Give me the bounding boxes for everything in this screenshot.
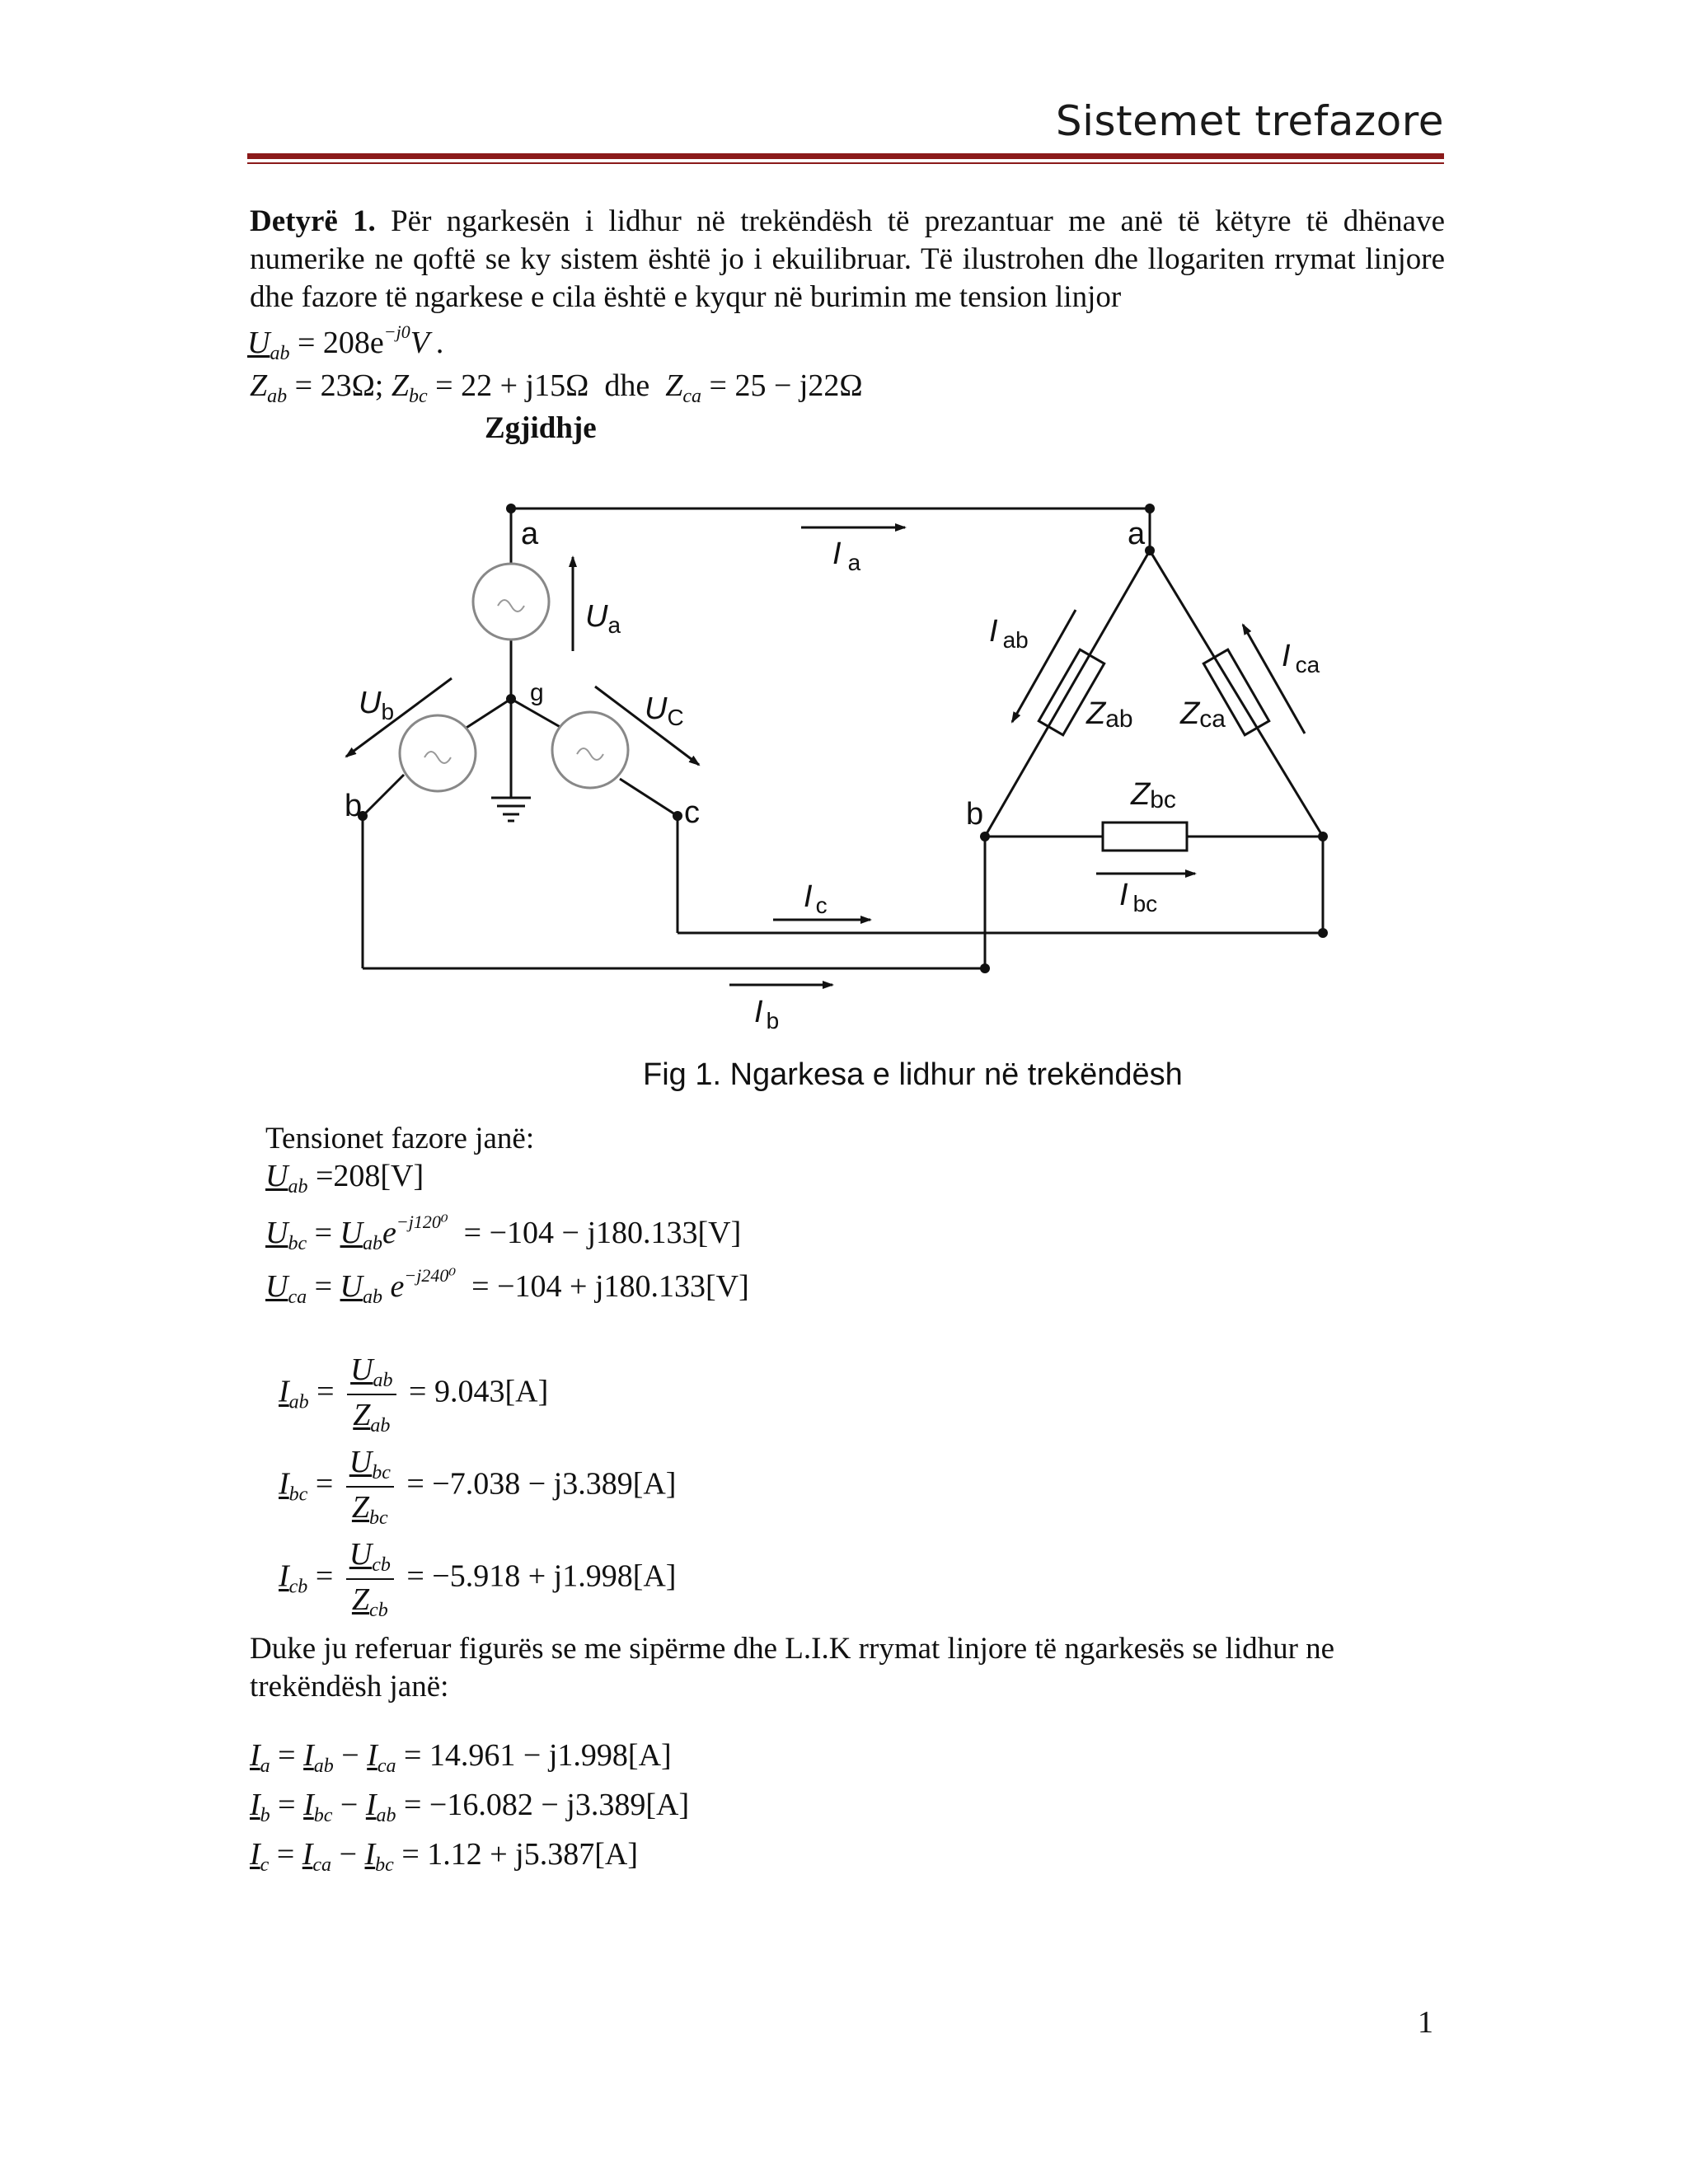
label-i-ca: I $_{ca}$	[1282, 639, 1320, 677]
i-ab-value: = 9.043[A]	[409, 1374, 549, 1409]
arrow-i-ca	[1243, 625, 1305, 733]
label-i-c: I $_c$	[804, 879, 828, 918]
u-bc-value: = −104 − j180.133[V]	[463, 1216, 742, 1250]
label-u-a: $U_a$	[585, 599, 621, 638]
equation-i-a: $I_a = I_{ab} - I_{ca} = 14.961 - j1.998[A]$	[250, 1738, 672, 1777]
label-node-g: g	[530, 679, 544, 706]
label-i-b: I $_b$	[754, 995, 780, 1033]
equation-u-ca: $U_{ca} = U_{ab}$ $e^{-j240^0} = -104 + j180.133[V]$	[265, 1265, 749, 1308]
equation-i-b: $I_b = I_{bc} - I_{ab} = -16.082 - j3.389[A]$	[250, 1788, 690, 1826]
voltage-unit: V .	[410, 326, 445, 360]
line-currents-text: Duke ju referuar figurës se me sipërme dhe L.I.K rrymat linjore të ngarkesës se lidhur ne trekëndësh janë:	[250, 1632, 1335, 1704]
solution-heading: Zgjidhje	[485, 411, 597, 445]
label-i-bc: I $_{bc}$	[1119, 878, 1158, 916]
i-a-value: = 14.961 − j1.998[A]	[404, 1738, 672, 1773]
equation-u-ab: $U_{ab} =208[V]$	[265, 1159, 424, 1197]
figure-caption: Fig 1. Ngarkesa e lidhur në trekëndësh	[643, 1057, 1183, 1092]
u-bc-exponent: −j120⁰	[396, 1212, 448, 1232]
label-node-c-source: c	[684, 795, 700, 830]
equation-i-cb: $I_{cb}$ = $\frac{U_{cb}}{Z_{cb}}$ = −5.918 + j1.998[A]	[279, 1537, 677, 1621]
i-c-value: = 1.12 + j5.387[A]	[401, 1837, 638, 1872]
u-ca-value: = −104 + j180.133[V]	[471, 1269, 749, 1304]
label-i-a: I $_a$	[832, 537, 861, 575]
phase-voltages-intro: Tensionet fazore janë:	[265, 1122, 535, 1155]
label-node-a-load: a	[1128, 517, 1146, 551]
equation-i-ab: $I_{ab}$ = $\frac{U_{ab}}{Z_{ab}}$ = 9.043[A]	[279, 1352, 549, 1436]
label-z-bc: Zbc	[1131, 777, 1176, 813]
source-c-icon	[552, 712, 628, 788]
page-header-title: Sistemet trefazore	[1055, 97, 1444, 145]
label-node-b-load: b	[966, 797, 984, 832]
u-ab-value: =208[V]	[315, 1159, 424, 1193]
voltage-value: = 208e	[297, 326, 384, 360]
circuit-diagram	[0, 0, 1688, 1071]
label-node-b-source: b	[345, 789, 363, 823]
impedances-equation: $Z_{ab} = 23\Omega$; $Z_{bc} = 22 + j15\Omega$ dhe $Z_{ca} = 25 - j22\Omega$	[250, 368, 863, 407]
label-u-b: $U_b$	[359, 686, 395, 724]
equation-i-bc: $I_{bc}$ = $\frac{U_{bc}}{Z_{bc}}$ = −7.038 − j3.389[A]	[279, 1445, 677, 1529]
z-bc-value: = 22 + j15Ω	[435, 368, 589, 403]
dhe-word: dhe	[604, 368, 650, 403]
voltage-exponent: −j0	[383, 321, 410, 342]
source-b-icon	[400, 715, 476, 791]
i-bc-value: = −7.038 − j3.389[A]	[406, 1466, 677, 1502]
z-ca-value: = 25 − j22Ω	[709, 368, 863, 403]
z-ab-value: = 23Ω;	[294, 368, 384, 403]
resistor-z-bc	[1103, 823, 1187, 851]
label-z-ca: Zca	[1180, 696, 1226, 733]
i-cb-value: = −5.918 + j1.998[A]	[406, 1558, 677, 1594]
u-ca-exponent: −j240⁰	[404, 1265, 457, 1286]
page-number: 1	[1418, 2005, 1433, 2040]
label-node-a-source: a	[521, 517, 539, 551]
equation-i-c: $I_c = I_{ca} - I_{bc} = 1.12 + j5.387[A]$	[250, 1837, 638, 1876]
label-u-c: $U_C$	[645, 691, 684, 730]
source-a-icon	[473, 564, 549, 640]
equation-u-bc: $U_{bc} = U_{ab}e^{-j120^0} = -104 - j180.133[V]$	[265, 1212, 742, 1254]
line-voltage-equation: $U_{ab} = 208e^{-j0}V$ .	[247, 321, 445, 364]
label-i-ab: I $_{ab}$	[989, 614, 1029, 653]
problem-label: Detyrë 1.	[250, 204, 376, 238]
i-b-value: = −16.082 − j3.389[A]	[404, 1788, 690, 1822]
label-z-ab: Zab	[1086, 696, 1133, 733]
problem-text: Për ngarkesën i lidhur në trekëndësh të prezantuar me anë të këtyre të dhënave numerike ne qoftë se ky sistem është jo i ekuilibruar. Të ilustrohen dhe llogariten rrymat linjore dhe fazore të ngarkese e cila është e kyqur në burimin me tension linjor	[250, 204, 1446, 314]
